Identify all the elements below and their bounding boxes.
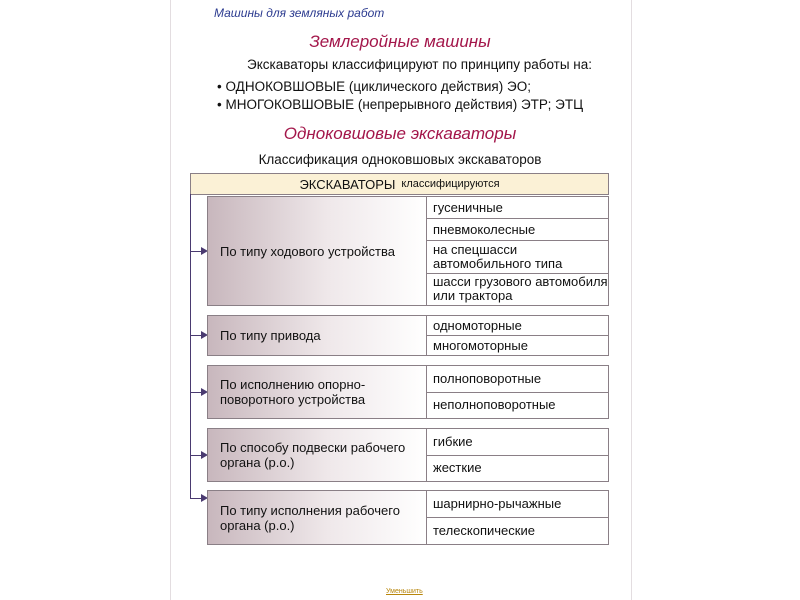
tree-trunk-line xyxy=(190,194,191,499)
category-label: По типу ходового устройства xyxy=(220,243,395,259)
options-working-body xyxy=(427,490,609,545)
category-label: По типу исполнения рабочего органа (р.о.) xyxy=(220,502,400,533)
category-label: По способу подвески рабочего органа (р.о.) xyxy=(220,440,406,470)
option-item: многомоторные xyxy=(427,335,608,355)
option-item: телескопические xyxy=(427,517,608,544)
option-item: жесткие xyxy=(427,455,608,482)
options-drive xyxy=(427,315,609,356)
category-label: По типу привода xyxy=(220,328,321,343)
intro-text: Экскаваторы классифицируют по принципу работы на: xyxy=(247,57,593,72)
option-item: гибкие xyxy=(433,433,473,449)
bullet-single-bucket: • ОДНОКОВШОВЫЕ (циклического действия) ЭО; xyxy=(217,79,531,94)
classification-header xyxy=(190,173,609,195)
option-item: шарнирно-рычажные xyxy=(433,496,562,511)
option-item: пневмоколесные xyxy=(427,218,608,240)
category-working-body xyxy=(207,490,427,545)
shrink-link[interactable]: Уменьшить xyxy=(386,588,423,595)
option-item: полноповоротные xyxy=(433,370,542,386)
option-item: шасси грузового автомобиля или трактора xyxy=(427,273,608,306)
category-label: По исполнению опорно-поворотного устройства xyxy=(220,377,366,407)
category-suspension xyxy=(207,428,427,482)
options-slewing-device xyxy=(427,365,609,419)
page-header-title: Машины для земляных работ xyxy=(214,6,385,20)
classification-header-main: ЭКСКАВАТОРЫ xyxy=(299,176,396,192)
option-item: одномоторные xyxy=(433,317,522,333)
classification-title: Классификация одноковшовых экскаваторов xyxy=(258,152,542,167)
option-item: на спецшасси автомобильного типа xyxy=(427,240,608,273)
options-suspension xyxy=(427,428,609,482)
option-item: неполноповоротные xyxy=(427,392,608,419)
category-undercarriage xyxy=(207,196,427,306)
options-undercarriage xyxy=(427,196,609,306)
classification-header-suffix: классифицируются xyxy=(401,178,500,190)
option-item: гусеничные xyxy=(433,199,503,215)
section-title-single-bucket: Одноковшовые экскаваторы xyxy=(283,124,517,143)
category-drive xyxy=(207,315,427,356)
section-title-earthmoving: Землеройные машины xyxy=(309,32,491,51)
bullet-multi-bucket: • МНОГОКОВШОВЫЕ (непрерывного действия) ЭТР; ЭТЦ xyxy=(217,97,584,112)
category-slewing-device xyxy=(207,365,427,419)
